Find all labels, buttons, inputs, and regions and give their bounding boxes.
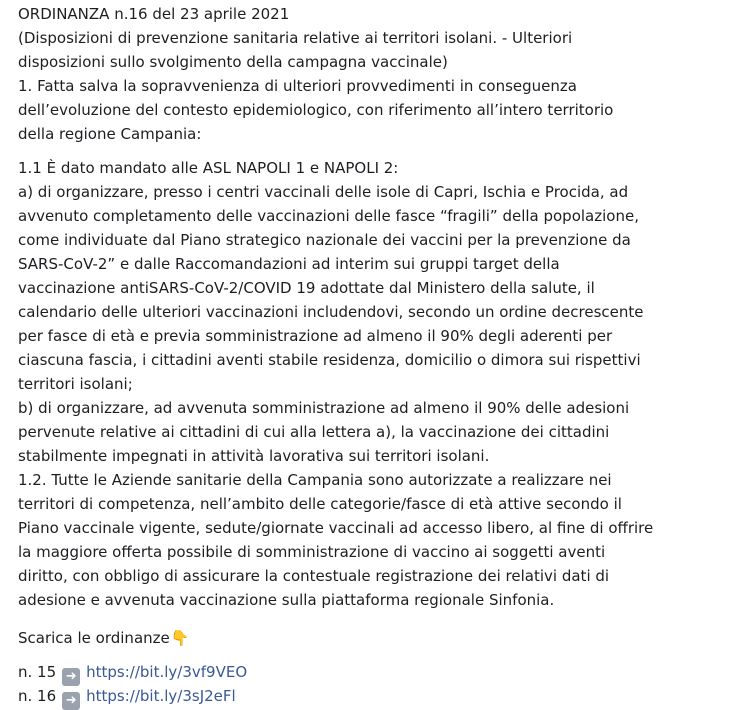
text-line: ciascuna fascia, i cittadini aventi stabile residenza, domicilio o dimora sui rispettivi <box>18 351 641 369</box>
post-text <box>18 2 731 708</box>
pointing-down-icon: 👇 <box>170 629 190 647</box>
text-line: ORDINANZA n.16 del 23 aprile 2021 <box>18 5 290 23</box>
text-line: per fasce di età e previa somministrazione ad almeno il 90% degli aderenti per <box>18 327 613 345</box>
text-line: a) di organizzare, presso i centri vaccinali delle isole di Capri, Ischia e Procida, ad <box>18 183 629 201</box>
text-line: dell’evoluzione del contesto epidemiologico, con riferimento all’intero territorio <box>18 101 614 119</box>
text-line: adesione e avvenuta vaccinazione sulla piattaforma regionale Sinfonia. <box>18 591 555 609</box>
link-row <box>18 660 731 684</box>
download-line <box>18 626 731 650</box>
text-line: della regione Campania: <box>18 125 202 143</box>
paragraph-spacer <box>18 650 731 660</box>
text-line: 1.2. Tutte le Aziende sanitarie della Campania sono autorizzate a realizzare nei <box>18 471 612 489</box>
text-line: 1. Fatta salva la sopravvenienza di ulteriori provvedimenti in conseguenza <box>18 77 577 95</box>
text-line: territori di competenza, nell’ambito delle categorie/fasce di età attive secondo il <box>18 495 622 513</box>
paragraph-spacer <box>18 146 731 156</box>
text-line: (Disposizioni di prevenzione sanitaria relative ai territori isolani. - Ulteriori <box>18 29 573 47</box>
link-row-label: n. 15 <box>18 663 57 681</box>
paragraph-header <box>18 2 731 146</box>
text-line: 1.1 È dato mandato alle ASL NAPOLI 1 e NAPOLI 2: <box>18 159 399 177</box>
paragraph-body <box>18 156 731 612</box>
text-line: la maggiore offerta possibile di somministrazione di vaccino ai soggetti aventi <box>18 543 606 561</box>
text-line: stabilmente impegnati in attività lavorativa sui territori isolani. <box>18 447 490 465</box>
text-line: calendario delle ulteriori vaccinazioni includendovi, secondo un ordine decrescente <box>18 303 644 321</box>
download-label: Scarica le ordinanze <box>18 629 170 647</box>
text-line: vaccinazione antiSARS-CoV-2/COVID 19 adottate dal Ministero della salute, il <box>18 279 595 297</box>
ordinance-15-link[interactable]: https://bit.ly/3vf9VEO <box>86 663 248 681</box>
text-line: Piano vaccinale vigente, sedute/giornate vaccinali ad accesso libero, al fine di offrire <box>18 519 654 537</box>
ordinance-16-link[interactable]: https://bit.ly/3sJ2eFl <box>86 687 236 705</box>
text-line: territori isolani; <box>18 375 133 393</box>
text-line: come individuate dal Piano strategico nazionale dei vaccini per la prevenzione da <box>18 231 631 249</box>
text-line: avvenuto completamento delle vaccinazioni delle fasce “fragili” della popolazione, <box>18 207 639 225</box>
link-row <box>18 684 731 708</box>
text-line: diritto, con obbligo di assicurare la contestuale registrazione dei relativi dati di <box>18 567 610 585</box>
right-arrow-icon: ➜ <box>62 692 80 710</box>
text-line: pervenute relative ai cittadini di cui alla lettera a), la vaccinazione dei cittadini <box>18 423 610 441</box>
paragraph-spacer <box>18 612 731 626</box>
text-line: disposizioni sullo svolgimento della campagna vaccinale) <box>18 53 448 71</box>
text-line: SARS-CoV-2” e dalle Raccomandazioni ad interim sui gruppi target della <box>18 255 560 273</box>
link-row-label: n. 16 <box>18 687 57 705</box>
right-arrow-icon: ➜ <box>62 668 80 686</box>
text-line: b) di organizzare, ad avvenuta somministrazione ad almeno il 90% delle adesioni <box>18 399 630 417</box>
